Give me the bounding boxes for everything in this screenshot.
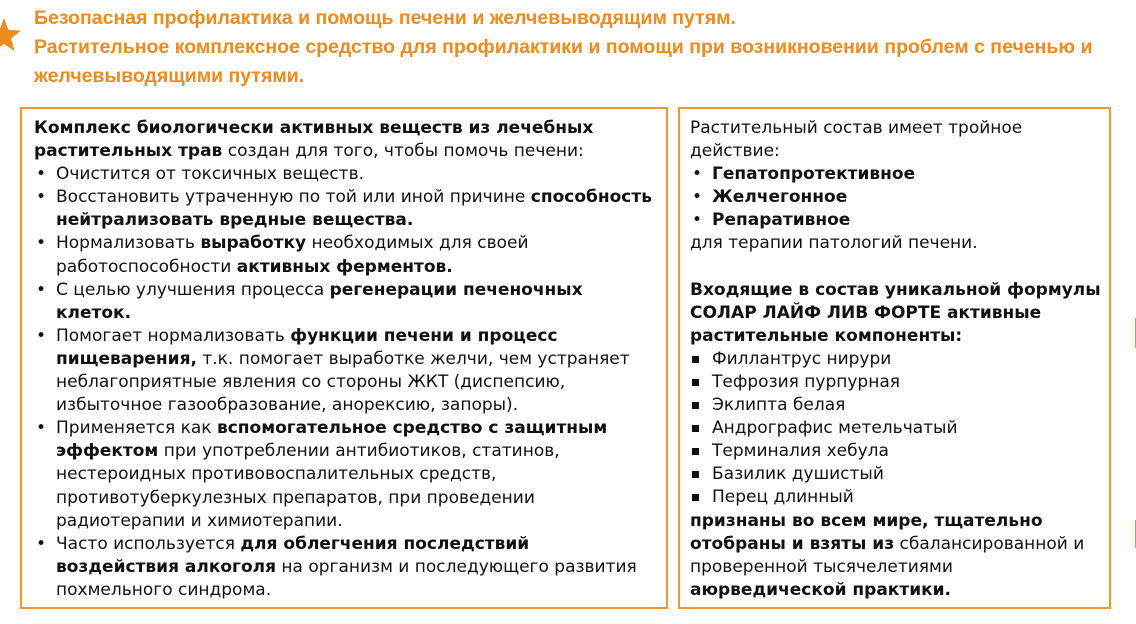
component-list: [690, 348, 1101, 510]
list-item: Базилик душистый: [690, 463, 1101, 486]
composition-panel: [678, 107, 1111, 609]
list-item: Эклипта белая: [690, 394, 1101, 417]
heading-line-2: Растительное комплексное средство для профилактики и помощи при возникновении проблем с печенью и: [34, 36, 1093, 58]
list-item: • Применяется как вспомогательное средство с защитным эффектом при употреблении антибиотиков, статинов, нестероидных противовоспалительных средств, противотуберкулезных препаратов, при проведении радиотерапии и химиотерапии.: [34, 417, 656, 532]
outro: признаны во всем мире, тщательно отобраны и взяты из сбалансированной и проверенной тысячелетиями аюрведической практики.: [690, 510, 1085, 600]
heading-line-3: желчевыводящими путями.: [34, 65, 305, 87]
liver-help-panel: [20, 107, 668, 609]
list-item: • Нормализовать выработку необходимых для своей работоспособности активных ферментов.: [34, 232, 656, 278]
list-item: Андрографис метельчатый: [690, 417, 1101, 440]
list-item: Перец длинный: [690, 486, 1101, 509]
page-heading: [34, 4, 1136, 91]
intro-bold: Комплекс биологически активных веществ из лечебных растительных трав: [34, 118, 594, 162]
list-item: • Помогает нормализовать функции печени и процесс пищеварения, т.к. помогает выработке желчи, чем устраняет неблагоприятные явления со стороны ЖКТ (диспепсию, избыточное газообразование, анорексию, запоры).: [34, 325, 656, 417]
list-item: • Очистится от токсичных веществ.: [34, 163, 656, 186]
actions-after: для терапии патологий печени.: [690, 233, 978, 254]
benefit-list: [34, 163, 656, 602]
action-list: [690, 163, 1101, 232]
list-item: • Часто используется для облегчения последствий воздействия алкоголя на организм и последующего развития похмельного синдрома.: [34, 533, 656, 602]
formula-title: Входящие в состав уникальной формулы СОЛАР ЛАЙФ ЛИВ ФОРТЕ активные растительные компоненты:: [690, 279, 1101, 346]
right-intro: Растительный состав имеет тройное действие:: [690, 118, 1023, 162]
left-intro: [34, 117, 656, 163]
list-item: • Восстановить утраченную по той или иной причине способность нейтрализовать вредные вещества.: [34, 186, 656, 232]
intro-rest: создан для того, чтобы помочь печени:: [222, 141, 584, 162]
list-item: Филлантрус нирури: [690, 348, 1101, 371]
list-item: • Репаративное: [690, 209, 1101, 232]
list-item: Тефрозия пурпурная: [690, 371, 1101, 394]
star-icon: [0, 18, 22, 52]
heading-line-1: Безопасная профилактика и помощь печени и желчевыводящим путям.: [34, 7, 736, 29]
list-item: • Гепатопротективное: [690, 163, 1101, 186]
list-item: • Желчегонное: [690, 186, 1101, 209]
list-item: • С целью улучшения процесса регенерации печеночных клеток.: [34, 279, 656, 325]
list-item: Терминалия хебула: [690, 440, 1101, 463]
